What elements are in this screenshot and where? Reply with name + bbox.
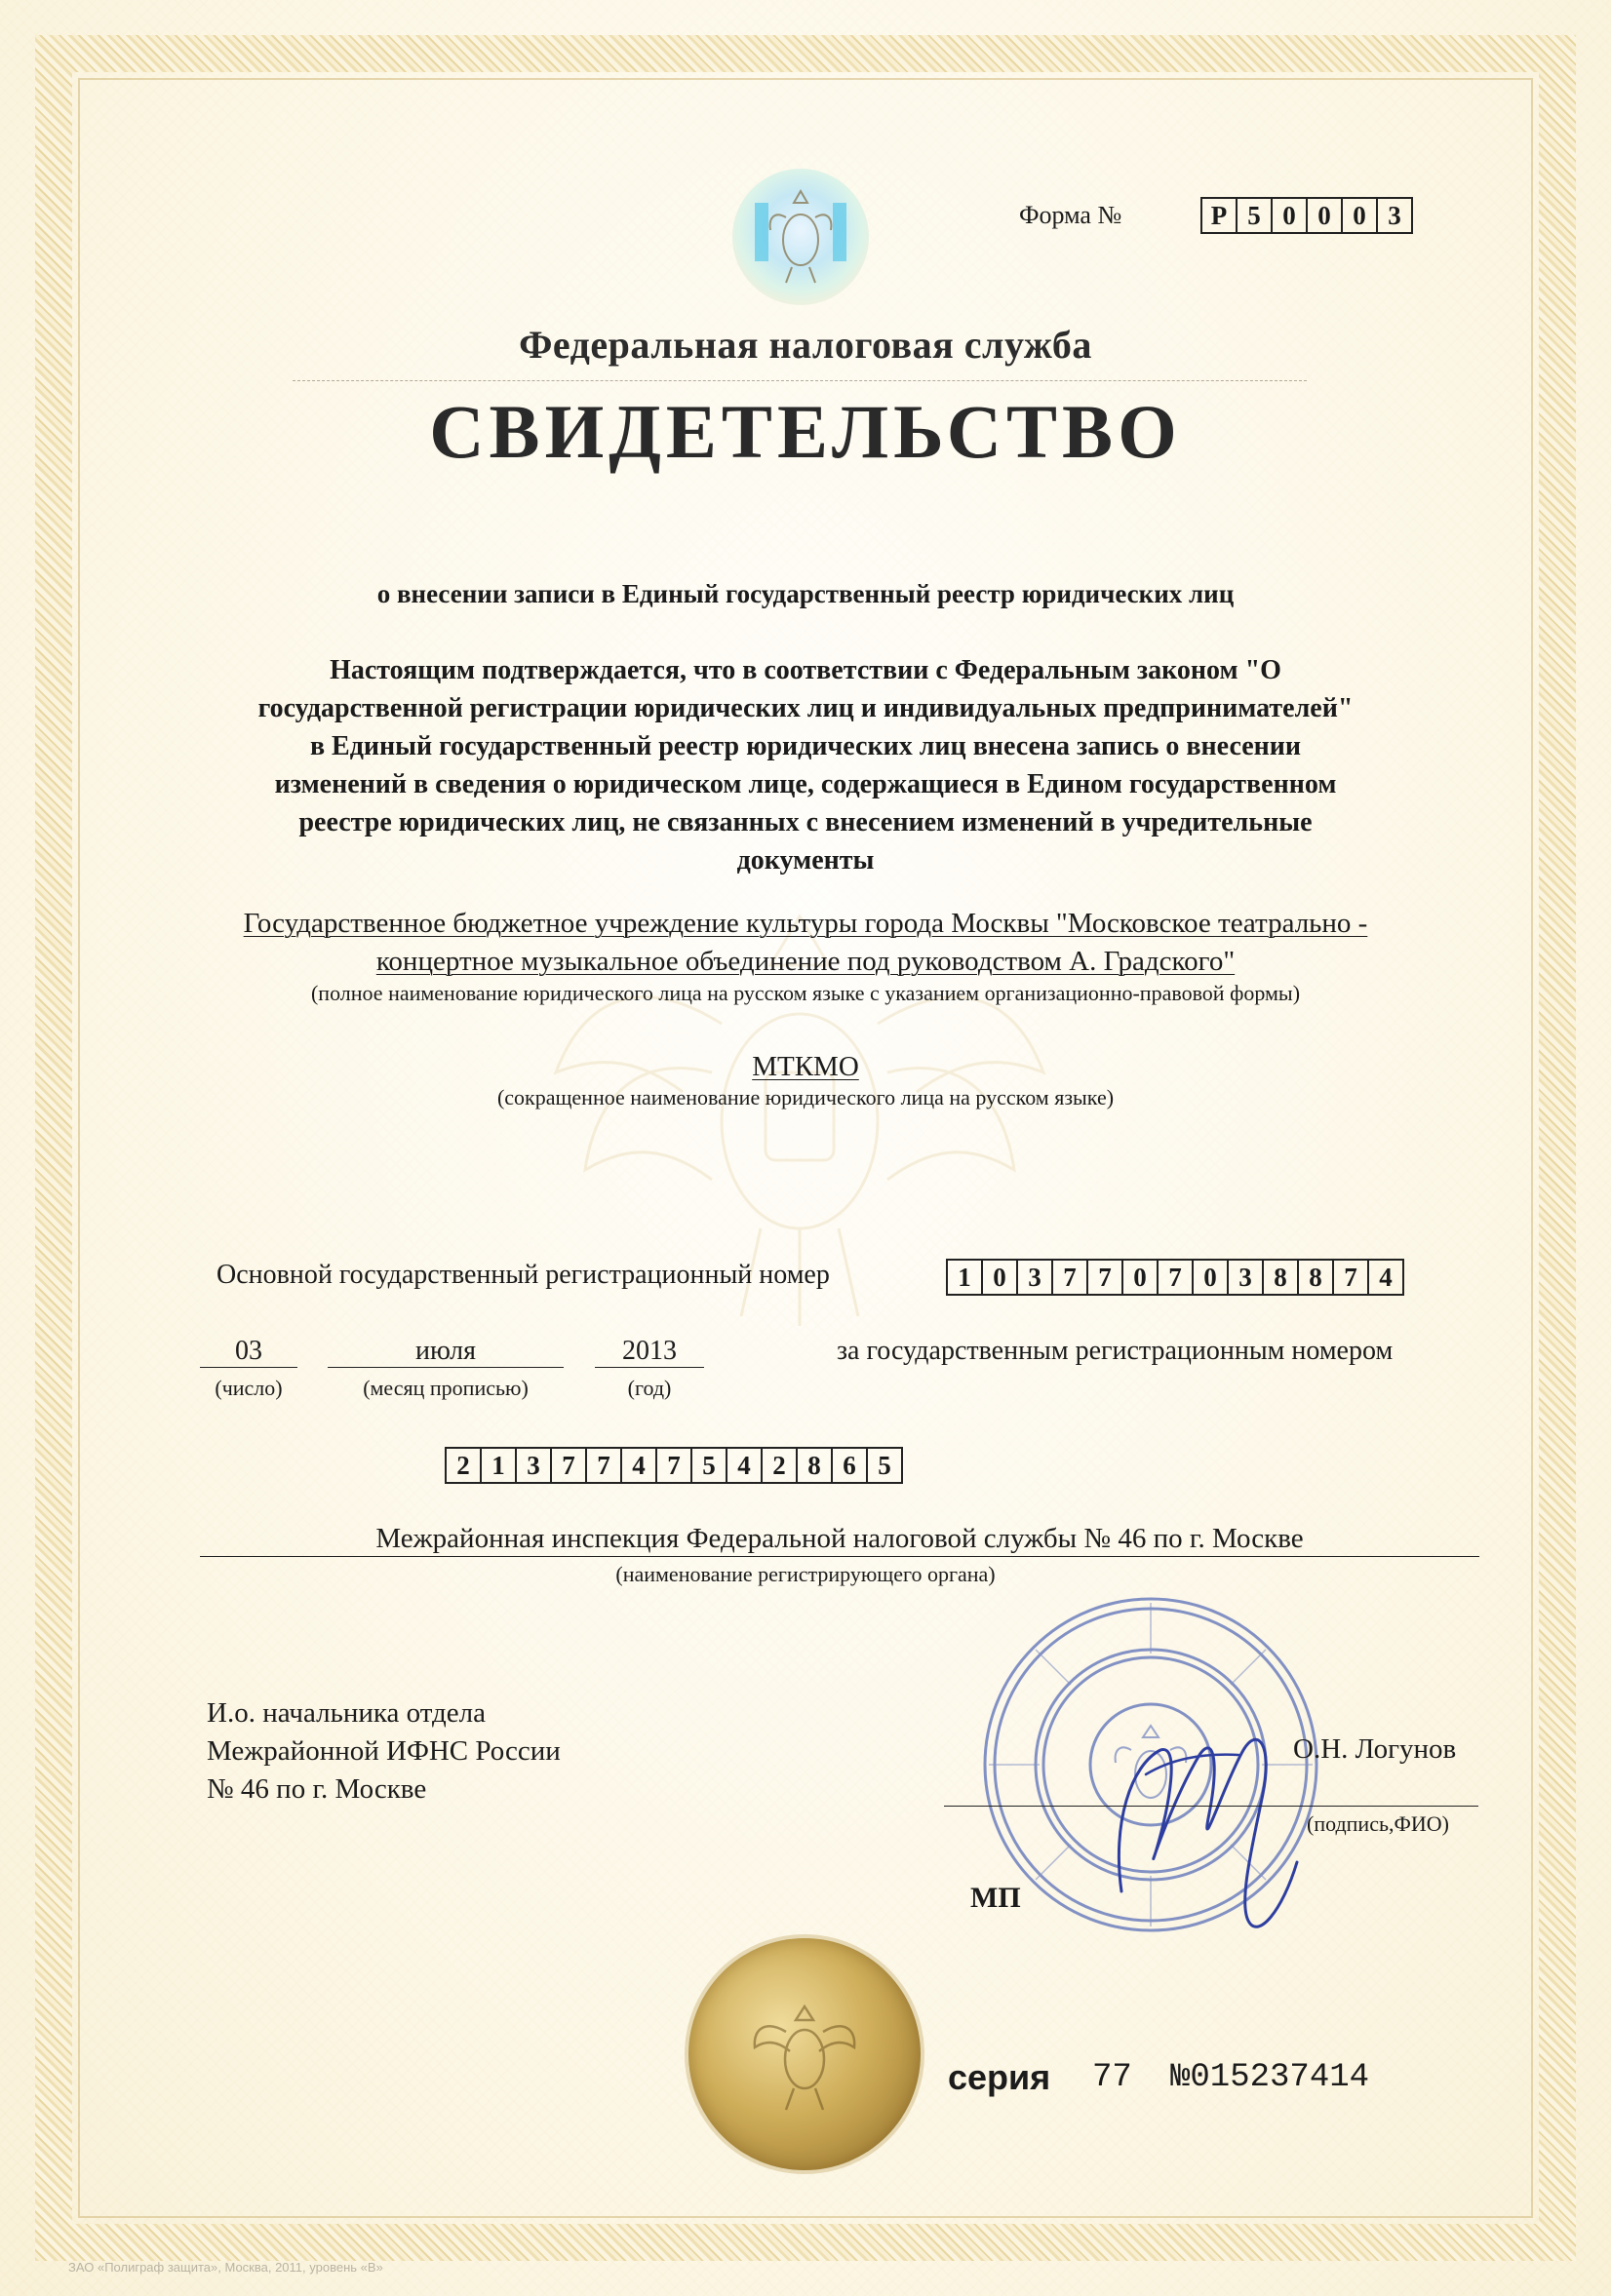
grn-digit-cell: 8: [796, 1447, 833, 1484]
form-code-cell: 3: [1376, 197, 1413, 234]
date-year-line: [595, 1367, 704, 1368]
ogrn-cells: [948, 1259, 1404, 1296]
org-name-line: концертное музыкальное объединение под руководством А. Градского": [375, 946, 1236, 977]
document-subtitle: о внесении записи в Единый государственный реестр юридических лиц: [376, 579, 1235, 608]
grn-digit-cell: 7: [585, 1447, 622, 1484]
grn-cells: [447, 1447, 903, 1484]
position-line: И.о. начальника отдела: [207, 1697, 487, 1729]
ogrn-digit-cell: 4: [1367, 1259, 1404, 1296]
position-line: № 46 по г. Москве: [207, 1773, 427, 1805]
ogrn-digit-cell: 7: [1157, 1259, 1194, 1296]
registering-authority: Межрайонная инспекция Федеральной налоговой службы № 46 по г. Москве: [375, 1523, 1304, 1554]
year-caption: (год): [627, 1376, 672, 1400]
printer-imprint: ЗАО «Полиграф защита», Москва, 2011, уровень «В»: [68, 2260, 383, 2275]
form-number-label: Форма №: [1019, 201, 1122, 229]
grn-digit-cell: 5: [866, 1447, 903, 1484]
blank-number: №015237414: [1170, 2059, 1370, 2096]
document-title: СВИДЕТЕЛЬСТВО: [429, 389, 1182, 474]
date-month-value: июля: [414, 1336, 477, 1366]
ogrn-digit-cell: 7: [1332, 1259, 1369, 1296]
organization-full-name: [166, 905, 1445, 981]
form-code-cell: 5: [1236, 197, 1273, 234]
month-caption: (месяц прописью): [363, 1376, 529, 1400]
grn-digit-cell: 7: [550, 1447, 587, 1484]
ogrn-digit-cell: 3: [1227, 1259, 1264, 1296]
ogrn-digit-cell: 0: [1192, 1259, 1229, 1296]
grn-digit-cell: 7: [655, 1447, 692, 1484]
date-day: [200, 1336, 297, 1368]
grn-digit-cell: 1: [480, 1447, 517, 1484]
date-year: [595, 1336, 704, 1368]
handwritten-signature-icon: [1053, 1657, 1346, 1950]
ogrn-digit-cell: 3: [1016, 1259, 1053, 1296]
day-caption: (число): [215, 1376, 283, 1400]
date-month: [328, 1336, 564, 1368]
series-value: 77: [1092, 2059, 1132, 2096]
signature-line: [944, 1806, 1478, 1807]
statement-paragraph: [185, 651, 1426, 879]
ogrn-digit-cell: 0: [981, 1259, 1018, 1296]
grn-digit-cell: 4: [620, 1447, 657, 1484]
short-name-value: МТКМО: [752, 1051, 859, 1082]
grn-digit-cell: 3: [515, 1447, 552, 1484]
full-name-caption: (полное наименование юридического лица на русском языке с указанием организационно-правовой формы): [310, 981, 1301, 1005]
grn-digit-cell: 5: [690, 1447, 727, 1484]
grn-label: за государственным регистрационным номером: [837, 1336, 1394, 1366]
ogrn-digit-cell: 0: [1121, 1259, 1159, 1296]
form-code-cell: 0: [1271, 197, 1308, 234]
statement-line: документы: [736, 845, 875, 876]
issuing-service: Федеральная налоговая служба: [519, 323, 1092, 367]
statement-line: в Единый государственный реестр юридических лиц внесена запись о внесении: [309, 731, 1302, 761]
form-code-cell: 0: [1341, 197, 1378, 234]
position-line: Межрайонной ИФНС России: [207, 1735, 561, 1767]
ogrn-digit-cell: 8: [1297, 1259, 1334, 1296]
short-name-caption: (сокращенное наименование юридического лица на русском языке): [496, 1085, 1115, 1109]
statement-line: государственной регистрации юридических лиц и индивидуальных предпринимателей": [257, 693, 1354, 723]
grn-digit-cell: 6: [831, 1447, 868, 1484]
authority-underline: [200, 1556, 1479, 1557]
form-number-cells: [1202, 197, 1413, 234]
signatory-position: [207, 1694, 561, 1809]
ogrn-digit-cell: 7: [1051, 1259, 1088, 1296]
gold-seal: [688, 1938, 921, 2170]
signatory-name: О.Н. Логунов: [1293, 1733, 1457, 1765]
statement-line: Настоящим подтверждается, что в соответствии с Федеральным законом "О: [330, 655, 1281, 685]
date-month-line: [328, 1367, 564, 1368]
ogrn-label: Основной государственный регистрационный номер: [216, 1260, 830, 1290]
header-divider: [293, 380, 1307, 381]
series-label: серия: [948, 2057, 1051, 2097]
hologram-emblem-icon: [727, 164, 874, 310]
grn-digit-cell: 4: [726, 1447, 763, 1484]
statement-line: изменений в сведения о юридическом лице, содержащиеся в Едином государственном: [274, 769, 1337, 799]
ogrn-digit-cell: 8: [1262, 1259, 1299, 1296]
signature-caption: (подпись,ФИО): [1307, 1811, 1449, 1836]
authority-caption: (наименование регистрирующего органа): [615, 1562, 996, 1586]
date-day-value: 03: [235, 1336, 262, 1366]
statement-line: реестре юридических лиц, не связанных с внесением изменений в учредительные: [298, 807, 1313, 837]
org-name-line: Государственное бюджетное учреждение культуры города Москвы "Московское театрально -: [243, 908, 1368, 939]
gold-seal-eagle-icon: [688, 1938, 921, 2170]
date-year-value: 2013: [622, 1336, 677, 1366]
form-code-cell: Р: [1200, 197, 1238, 234]
ogrn-digit-cell: 1: [946, 1259, 983, 1296]
grn-digit-cell: 2: [761, 1447, 798, 1484]
grn-digit-cell: 2: [445, 1447, 482, 1484]
ogrn-digit-cell: 7: [1086, 1259, 1123, 1296]
seal-place-label: МП: [970, 1882, 1021, 1914]
date-day-line: [200, 1367, 297, 1368]
form-code-cell: 0: [1306, 197, 1343, 234]
organization-short-name: [0, 1051, 1611, 1083]
